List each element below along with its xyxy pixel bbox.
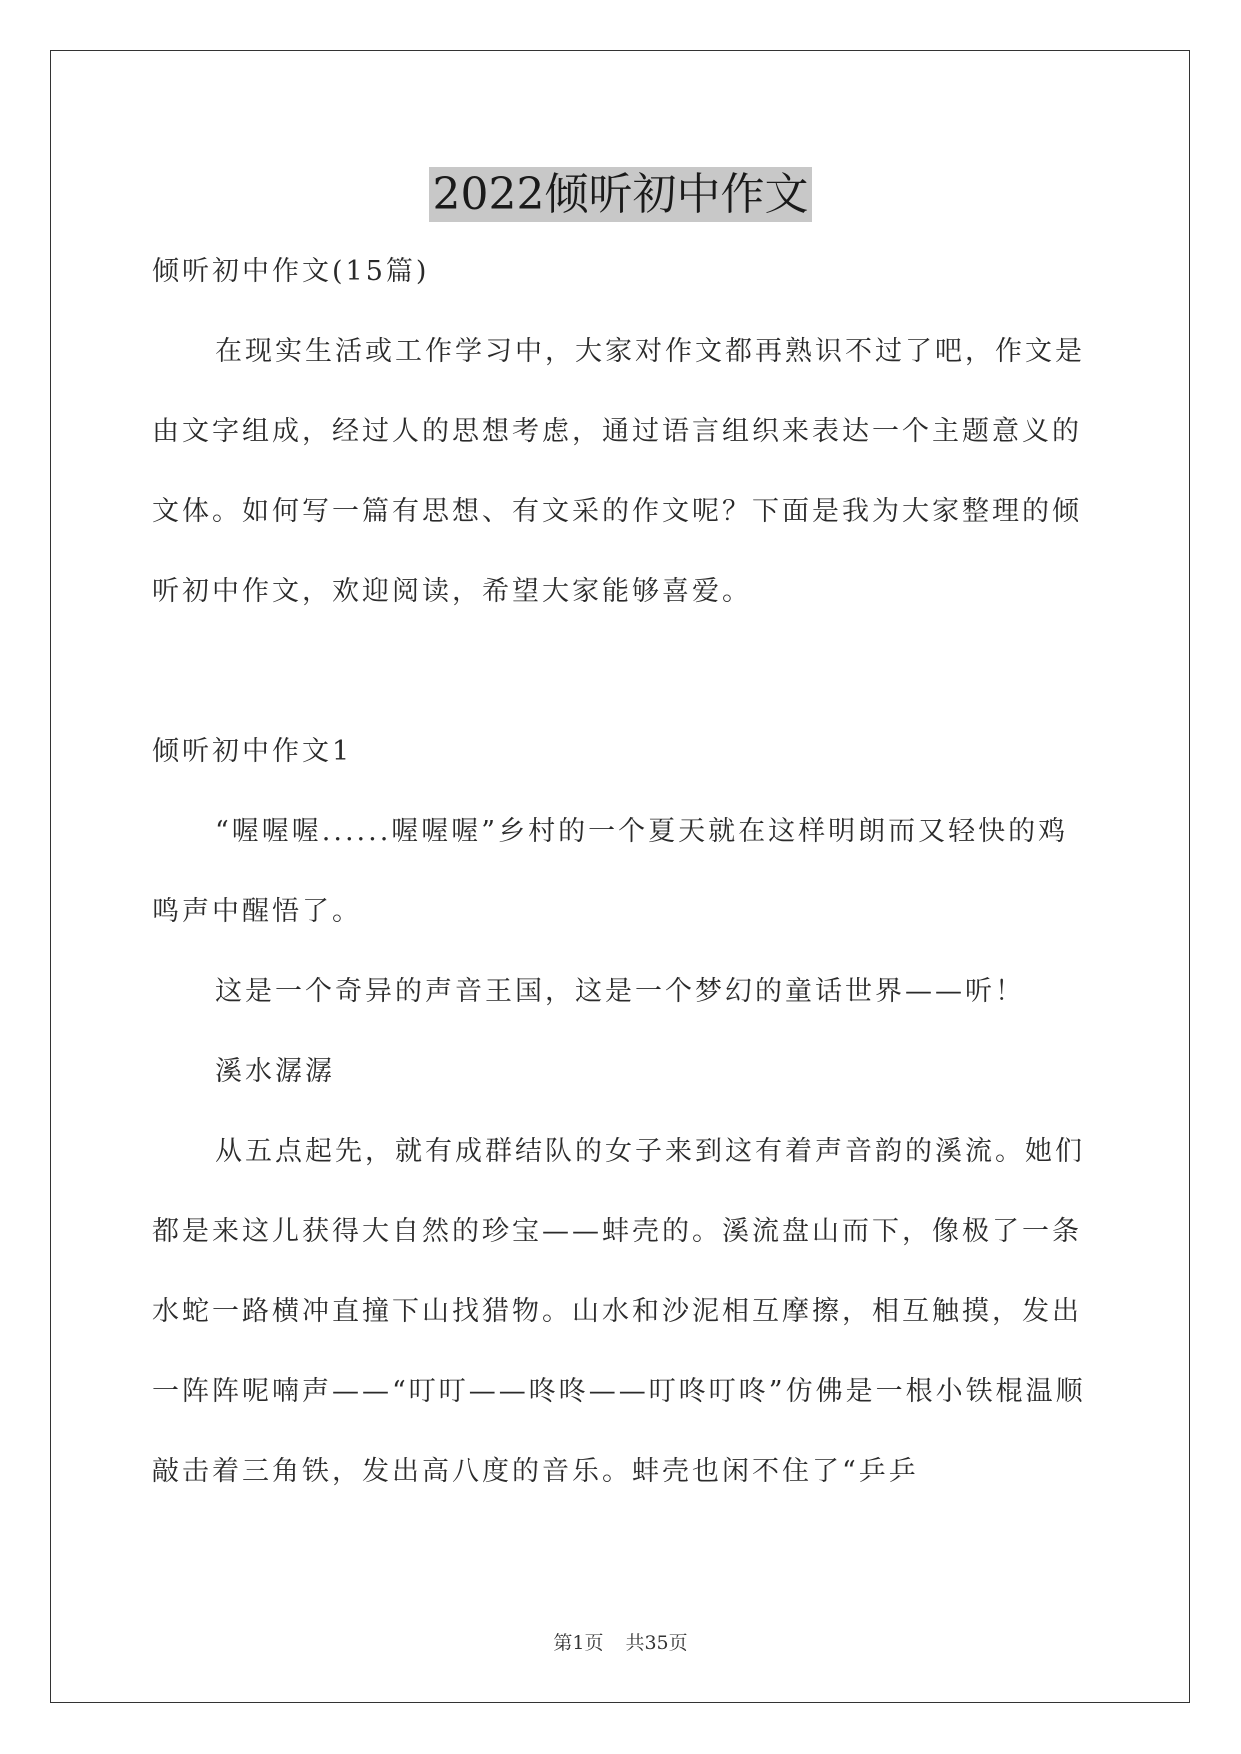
body-paragraph: 这是一个奇异的声音王国，这是一个梦幻的童话世界——听！ xyxy=(215,976,1025,1007)
intro-paragraph: 在现实生活或工作学习中，大家对作文都再熟识不过了吧，作文是由文字组成，经过人的思想考虑，通过语言组织来表达一个主题意义的文体。如何写一篇有思想、有文采的作文呢？下面是我为大家整理的倾听初中作文，欢迎阅读，希望大家能够喜爱。 xyxy=(152,336,1085,607)
subtitle: 倾听初中作文(15篇) xyxy=(152,256,430,287)
document-title xyxy=(0,158,1241,222)
page-footer xyxy=(0,1628,1241,1655)
body-subheading: 溪水潺潺 xyxy=(215,1056,335,1087)
page-number: 第1页 xyxy=(553,1632,604,1654)
document-body xyxy=(152,232,1097,1512)
page-total: 共35页 xyxy=(625,1632,688,1654)
document-title-text: 2022倾听初中作文 xyxy=(429,167,813,222)
body-paragraph: 从五点起先，就有成群结队的女子来到这有着声音韵的溪流。她们都是来这儿获得大自然的珍宝——蚌壳的。溪流盘山而下，像极了一条水蛇一路横冲直撞下山找猎物。山水和沙泥相互摩擦，相互触摸，发出一阵阵呢喃声——“叮叮——咚咚——叮咚叮咚”仿佛是一根小铁棍温顺敲击着三角铁，发出高八度的音乐。蚌壳也闲不住了“乒乒 xyxy=(152,1136,1086,1487)
section-heading: 倾听初中作文1 xyxy=(152,736,353,767)
body-paragraph: “喔喔喔......喔喔喔”乡村的一个夏天就在这样明朗而又轻快的鸡鸣声中醒悟了。 xyxy=(152,816,1069,927)
section-spacer xyxy=(152,632,1097,712)
